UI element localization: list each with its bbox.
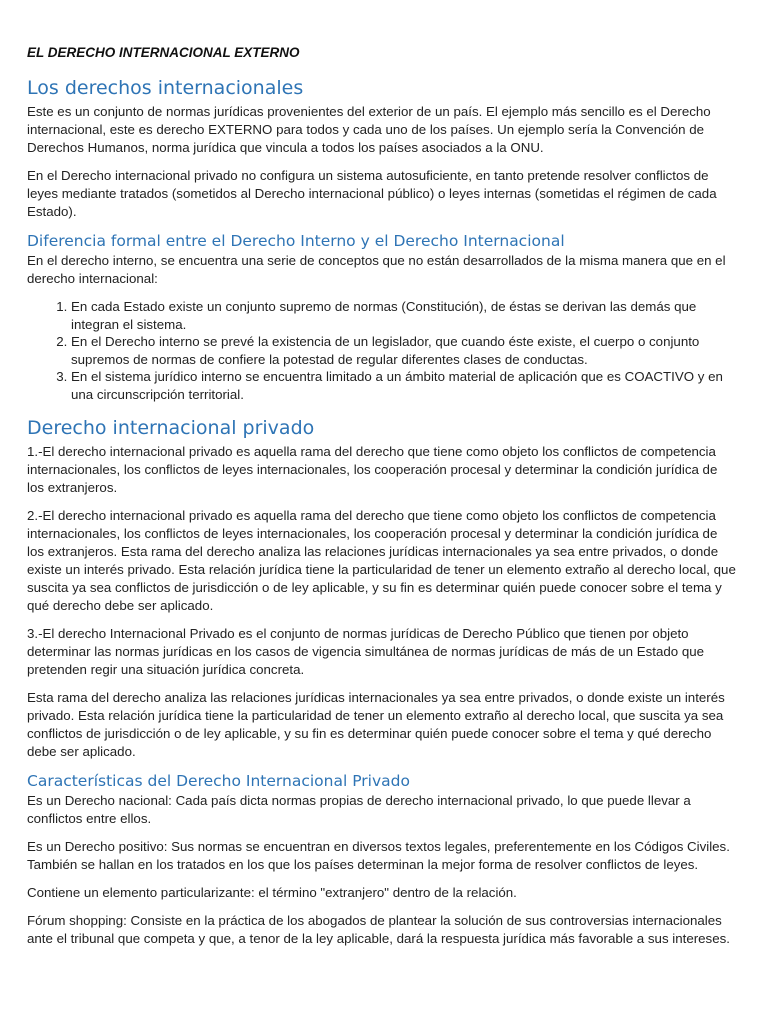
subheading-diferencia-formal: Diferencia formal entre el Derecho Interno y el Derecho Internacional xyxy=(27,232,565,250)
paragraph: Contiene un elemento particularizante: el término "extranjero" dentro de la relación. xyxy=(27,885,517,900)
paragraph: 3.-El derecho Internacional Privado es el conjunto de normas jurídicas de Derecho Público que tienen por objeto determinar las normas jurídicas en los casos de vigencia simultánea de normas jurídicas de más de un Estado que pretenden regir una situación jurídica concreta. xyxy=(27,626,705,677)
paragraph: 1.-El derecho internacional privado es aquella rama del derecho que tiene como objeto los conflictos de competencia internacionales, los conflictos de leyes internacionales, los cooperación procesal y determinar la condición jurídica de los extranjeros. xyxy=(27,444,718,495)
document-title: EL DERECHO INTERNACIONAL EXTERNO xyxy=(27,45,300,60)
paragraph: En el derecho interno, se encuentra una serie de conceptos que no están desarrollados de la misma manera que en el derecho internacional: xyxy=(27,253,726,286)
list-item: 1. En cada Estado existe un conjunto supremo de normas (Constitución), de éstas se derivan las demás que integran el sistema. xyxy=(71,298,738,333)
section-heading-derechos-internacionales: Los derechos internacionales xyxy=(27,77,304,99)
numbered-list xyxy=(27,298,738,403)
paragraph: En el Derecho internacional privado no configura un sistema autosuficiente, en tanto pretende resolver conflictos de leyes mediante tratados (sometidos al Derecho internacional público) o leyes internas (sometidas el régimen de cada Estado). xyxy=(27,168,717,219)
section-heading-derecho-internacional-privado: Derecho internacional privado xyxy=(27,417,315,439)
list-item: 2. En el Derecho interno se prevé la existencia de un legislador, que cuando éste existe, el cuerpo o conjunto supremos de normas de confiere la potestad de regular diferentes clases de conductas. xyxy=(71,333,738,368)
paragraph: 2.-El derecho internacional privado es aquella rama del derecho que tiene como objeto los conflictos de competencia internacionales, los conflictos de leyes internacionales, los cooperación procesal y determinar la condición jurídica de los extranjeros. Esta rama del derecho analiza las relaciones jurídicas internacionales ya sea entre privados, o donde existe un interés privado. Esta relación jurídica tiene la particularidad de tener un elemento extraño al derecho local, que suscita ya sea conflictos de jurisdicción o de ley aplicable, y su fin es determinar quién puede conocer sobre el tema y qué derecho debe ser aplicado. xyxy=(27,508,736,613)
paragraph: Fórum shopping: Consiste en la práctica de los abogados de plantear la solución de sus controversias internacionales ante el tribunal que competa y que, a tenor de la ley aplicable, dará la respuesta jurídica más favorable a sus intereses. xyxy=(27,913,730,946)
paragraph: Este es un conjunto de normas jurídicas provenientes del exterior de un país. El ejemplo más sencillo es el Derecho internacional, este es derecho EXTERNO para todos y cada uno de los países. Un ejemplo sería la Convención de Derechos Humanos, norma jurídica que vincula a todos los países asociados a la ONU. xyxy=(27,104,711,155)
paragraph: Esta rama del derecho analiza las relaciones jurídicas internacionales ya sea entre privados, o donde existe un interés privado. Esta relación jurídica tiene la particularidad de tener un elemento extraño al derecho local, que suscita ya sea conflictos de jurisdicción o de ley aplicable, y su fin es determinar quién puede conocer sobre el tema y qué derecho debe ser aplicado. xyxy=(27,690,725,759)
subheading-caracteristicas: Características del Derecho Internacional Privado xyxy=(27,772,410,790)
paragraph: Es un Derecho positivo: Sus normas se encuentran en diversos textos legales, preferentemente en los Códigos Civiles. También se hallan en los tratados en los que los países determinan la mejor forma de resolver conflictos de leyes. xyxy=(27,839,730,872)
paragraph: Es un Derecho nacional: Cada país dicta normas propias de derecho internacional privado, lo que puede llevar a conflictos entre ellos. xyxy=(27,793,691,826)
list-item: 3. En el sistema jurídico interno se encuentra limitado a un ámbito material de aplicación que es COACTIVO y en una circunscripción territorial. xyxy=(71,368,738,403)
